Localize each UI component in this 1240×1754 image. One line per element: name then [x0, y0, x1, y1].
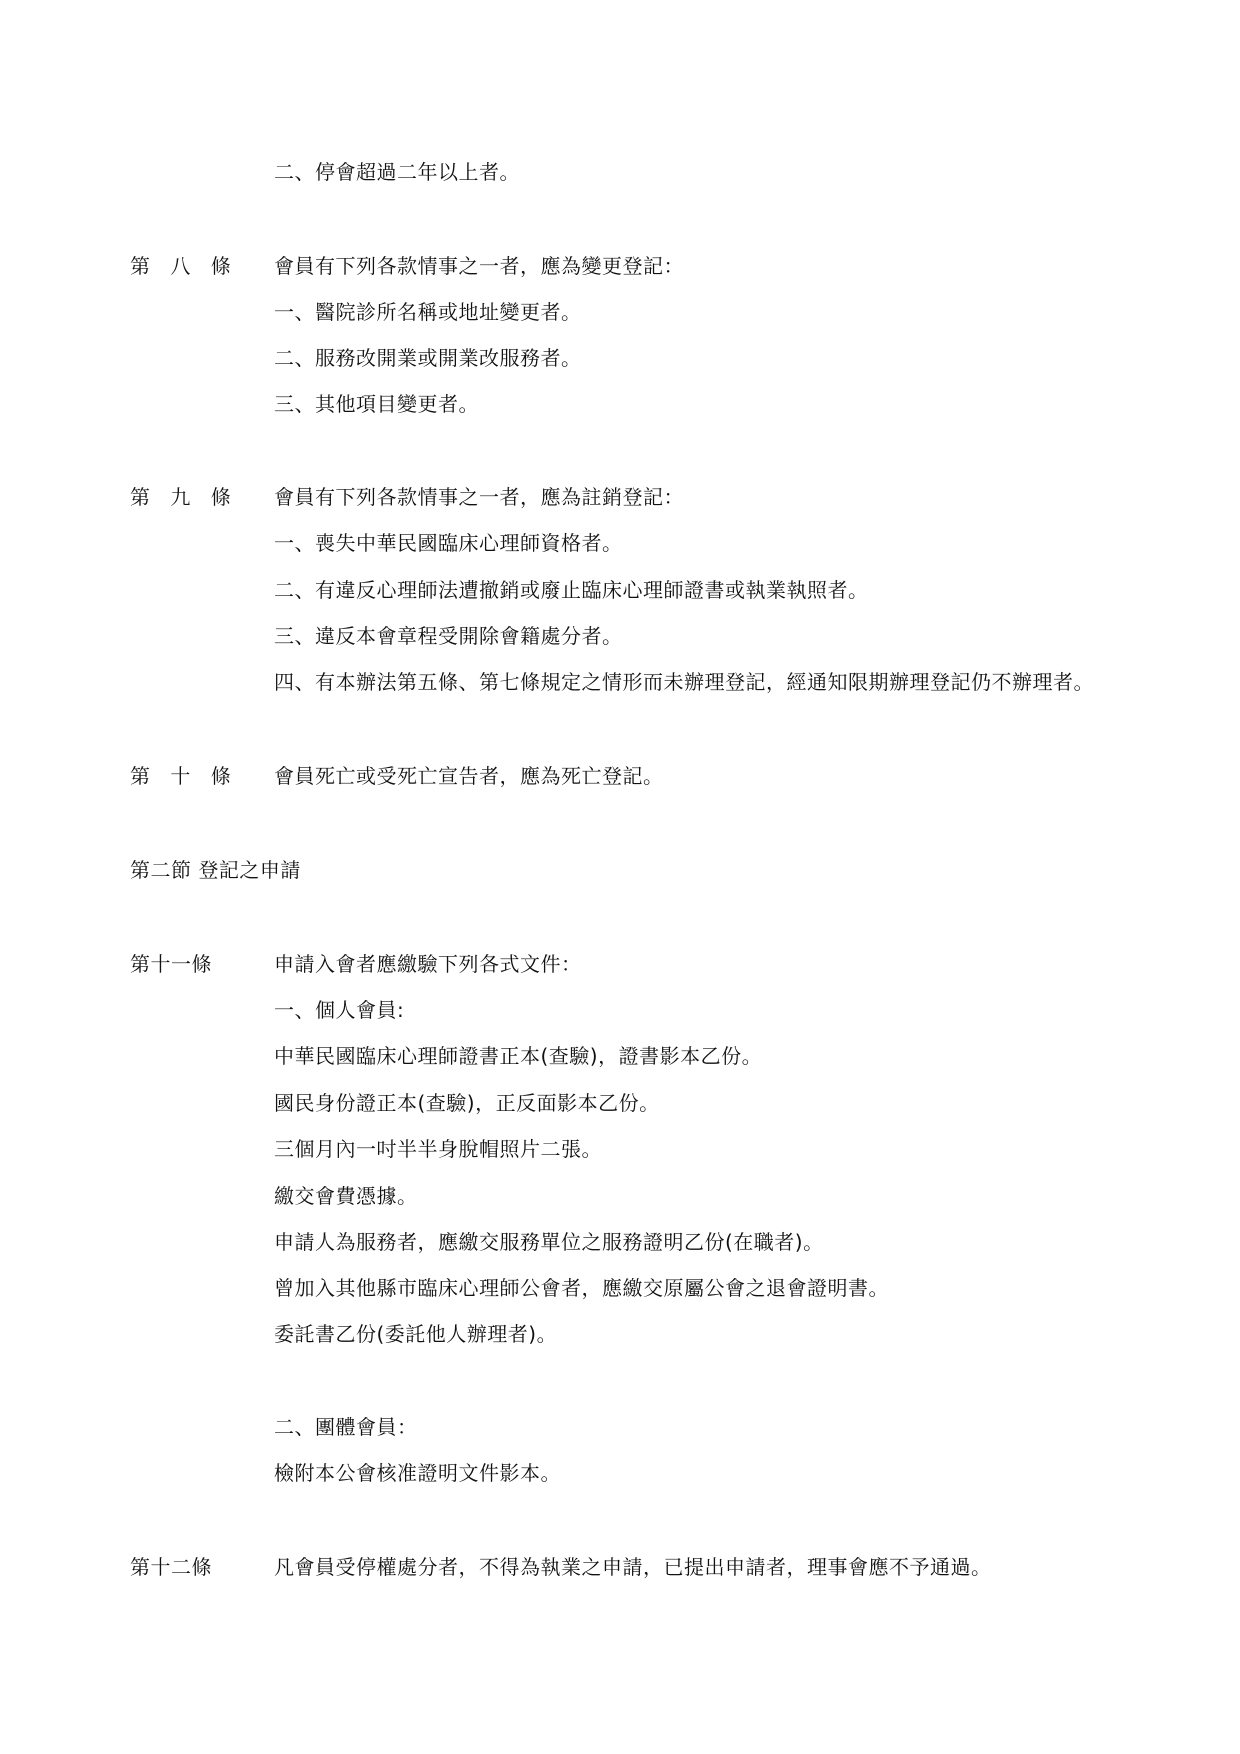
article-9-item-2: 二、有違反心理師法遭撤銷或廢止臨床心理師證書或執業執照者。 — [274, 578, 869, 602]
article-8-item-3: 三、其他項目變更者。 — [274, 392, 479, 416]
article-11-group-2-doc: 檢附本公會核准證明文件影本。 — [274, 1461, 561, 1485]
article-11-label: 第十一條 — [130, 952, 212, 976]
article-9-item-3: 三、違反本會章程受開除會籍處分者。 — [274, 624, 623, 648]
article-9-item-4: 四、有本辦法第五條、第七條規定之情形而未辦理登記，經通知限期辦理登記仍不辦理者。 — [274, 670, 1094, 694]
clause-line: 二、停會超過二年以上者。 — [274, 160, 520, 184]
article-11-doc-6: 曾加入其他縣市臨床心理師公會者，應繳交原屬公會之退會證明書。 — [274, 1276, 889, 1300]
article-11-group-1: 一、個人會員: — [274, 998, 405, 1022]
article-10-text: 會員死亡或受死亡宣告者，應為死亡登記。 — [274, 764, 664, 788]
article-9-intro: 會員有下列各款情事之一者，應為註銷登記： — [274, 485, 684, 509]
article-8-intro: 會員有下列各款情事之一者，應為變更登記： — [274, 254, 684, 278]
article-9-item-1: 一、喪失中華民國臨床心理師資格者。 — [274, 531, 623, 555]
article-10-label: 第 十 條 — [130, 764, 238, 788]
section-heading: 第二節 登記之申請 — [130, 858, 301, 882]
article-11-doc-7: 委託書乙份(委託他人辦理者)。 — [274, 1322, 558, 1346]
article-11-doc-1: 中華民國臨床心理師證書正本(查驗)，證書影本乙份。 — [274, 1044, 763, 1068]
article-12-text: 凡會員受停權處分者，不得為執業之申請，已提出申請者，理事會應不予通過。 — [274, 1555, 992, 1579]
article-8-label: 第 八 條 — [130, 254, 238, 278]
article-9-label: 第 九 條 — [130, 485, 238, 509]
article-11-doc-4: 繳交會費憑據。 — [274, 1184, 418, 1208]
article-11-doc-5: 申請人為服務者，應繳交服務單位之服務證明乙份(在職者)。 — [274, 1230, 824, 1254]
article-11-doc-2: 國民身份證正本(查驗)，正反面影本乙份。 — [274, 1091, 660, 1115]
article-11-intro: 申請入會者應繳驗下列各式文件： — [274, 952, 582, 976]
article-8-item-2: 二、服務改開業或開業改服務者。 — [274, 346, 582, 370]
article-11-doc-3: 三個月內一吋半半身脫帽照片二張。 — [274, 1137, 602, 1161]
article-8-item-1: 一、醫院診所名稱或地址變更者。 — [274, 300, 582, 324]
article-11-group-2: 二、團體會員： — [274, 1415, 418, 1439]
article-12-label: 第十二條 — [130, 1555, 212, 1579]
